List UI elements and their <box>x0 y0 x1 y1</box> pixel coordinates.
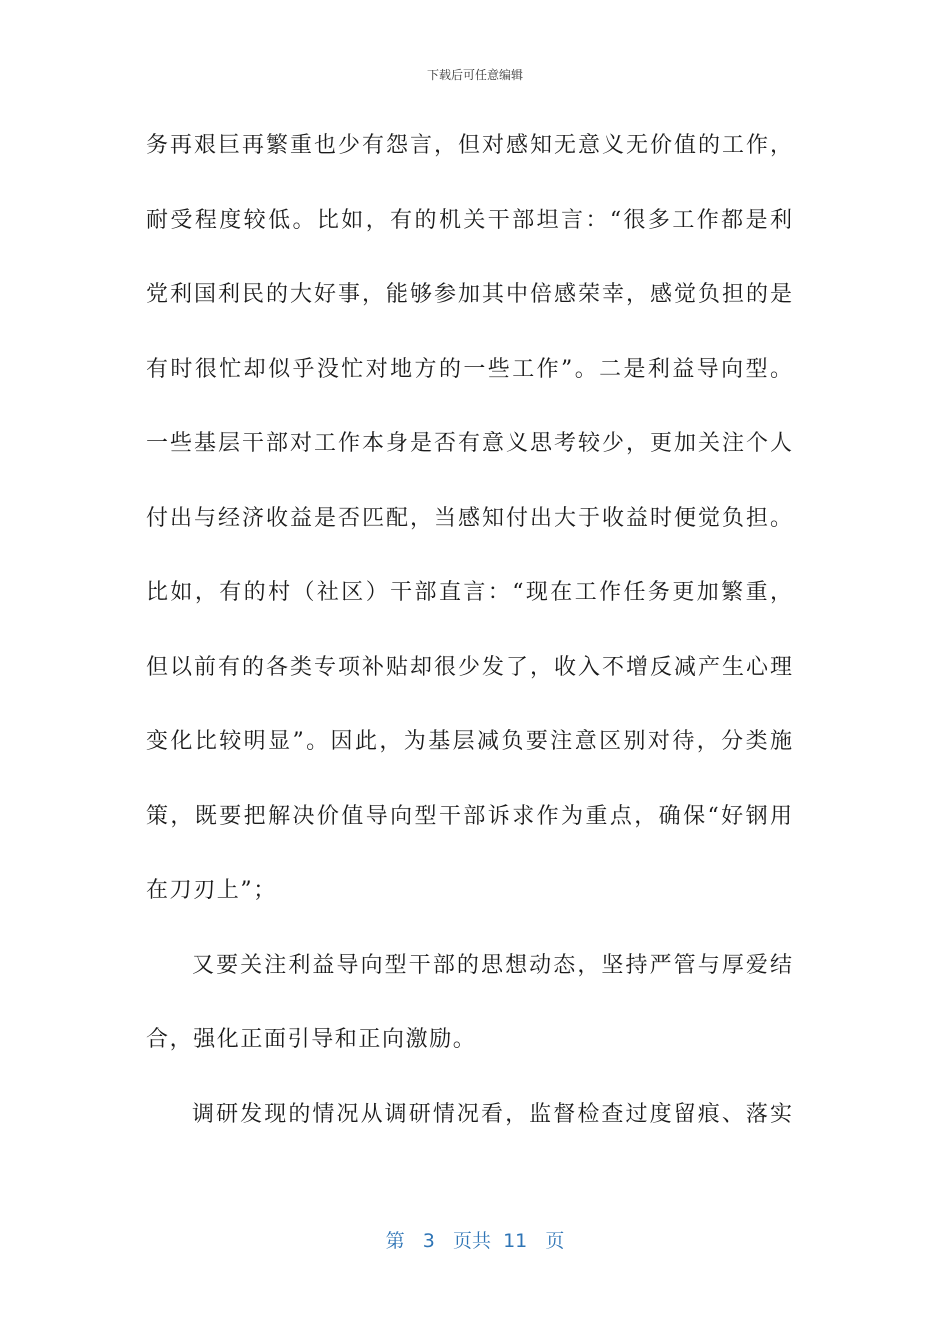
total-page-count: 11 <box>503 1230 528 1252</box>
text-line: 付出与经济收益是否匹配，当感知付出大于收益时便觉负担。 <box>146 505 792 531</box>
text-line: 党利国利民的大好事，能够参加其中倍感荣幸，感觉负担的是 <box>146 282 792 307</box>
text-line: 务再艰巨再繁重也少有怨言，但对感知无意义无价值的工作， <box>146 133 792 158</box>
document-body <box>146 120 792 1163</box>
text-line: 策，既要把解决价值导向型干部诉求作为重点，确保“好钢用 <box>146 803 792 829</box>
paragraph-first-line: 调研发现的情况从调研情况看，监督检查过度留痕、落实 <box>192 1101 792 1127</box>
paragraph-first-line: 又要关注利益导向型干部的思想动态，坚持严管与厚爱结 <box>192 952 792 978</box>
text-line: 一些基层干部对工作本身是否有意义思考较少，更加关注个人 <box>146 431 792 456</box>
text-line: 耐受程度较低。比如，有的机关干部坦言：“很多工作都是利 <box>146 207 792 233</box>
footer-suffix: 页 <box>545 1230 565 1252</box>
text-line: 合，强化正面引导和正向激励。 <box>146 1027 477 1052</box>
page-number-footer <box>0 1226 950 1253</box>
current-page-number: 3 <box>422 1230 435 1252</box>
footer-middle: 页共 <box>452 1230 491 1252</box>
page-header: 下载后可任意编辑 <box>426 68 523 82</box>
text-line: 变化比较明显”。因此，为基层减负要注意区别对待，分类施 <box>146 729 792 754</box>
text-line: 比如，有的村（社区）干部直言：“现在工作任务更加繁重， <box>146 580 792 605</box>
text-line: 有时很忙却似乎没忙对地方的一些工作”。二是利益导向型。 <box>146 356 792 382</box>
text-line: 在刀刃上”； <box>146 878 277 903</box>
footer-prefix: 第 <box>385 1230 405 1252</box>
text-line: 但以前有的各类专项补贴却很少发了，收入不增反减产生心理 <box>146 654 792 680</box>
